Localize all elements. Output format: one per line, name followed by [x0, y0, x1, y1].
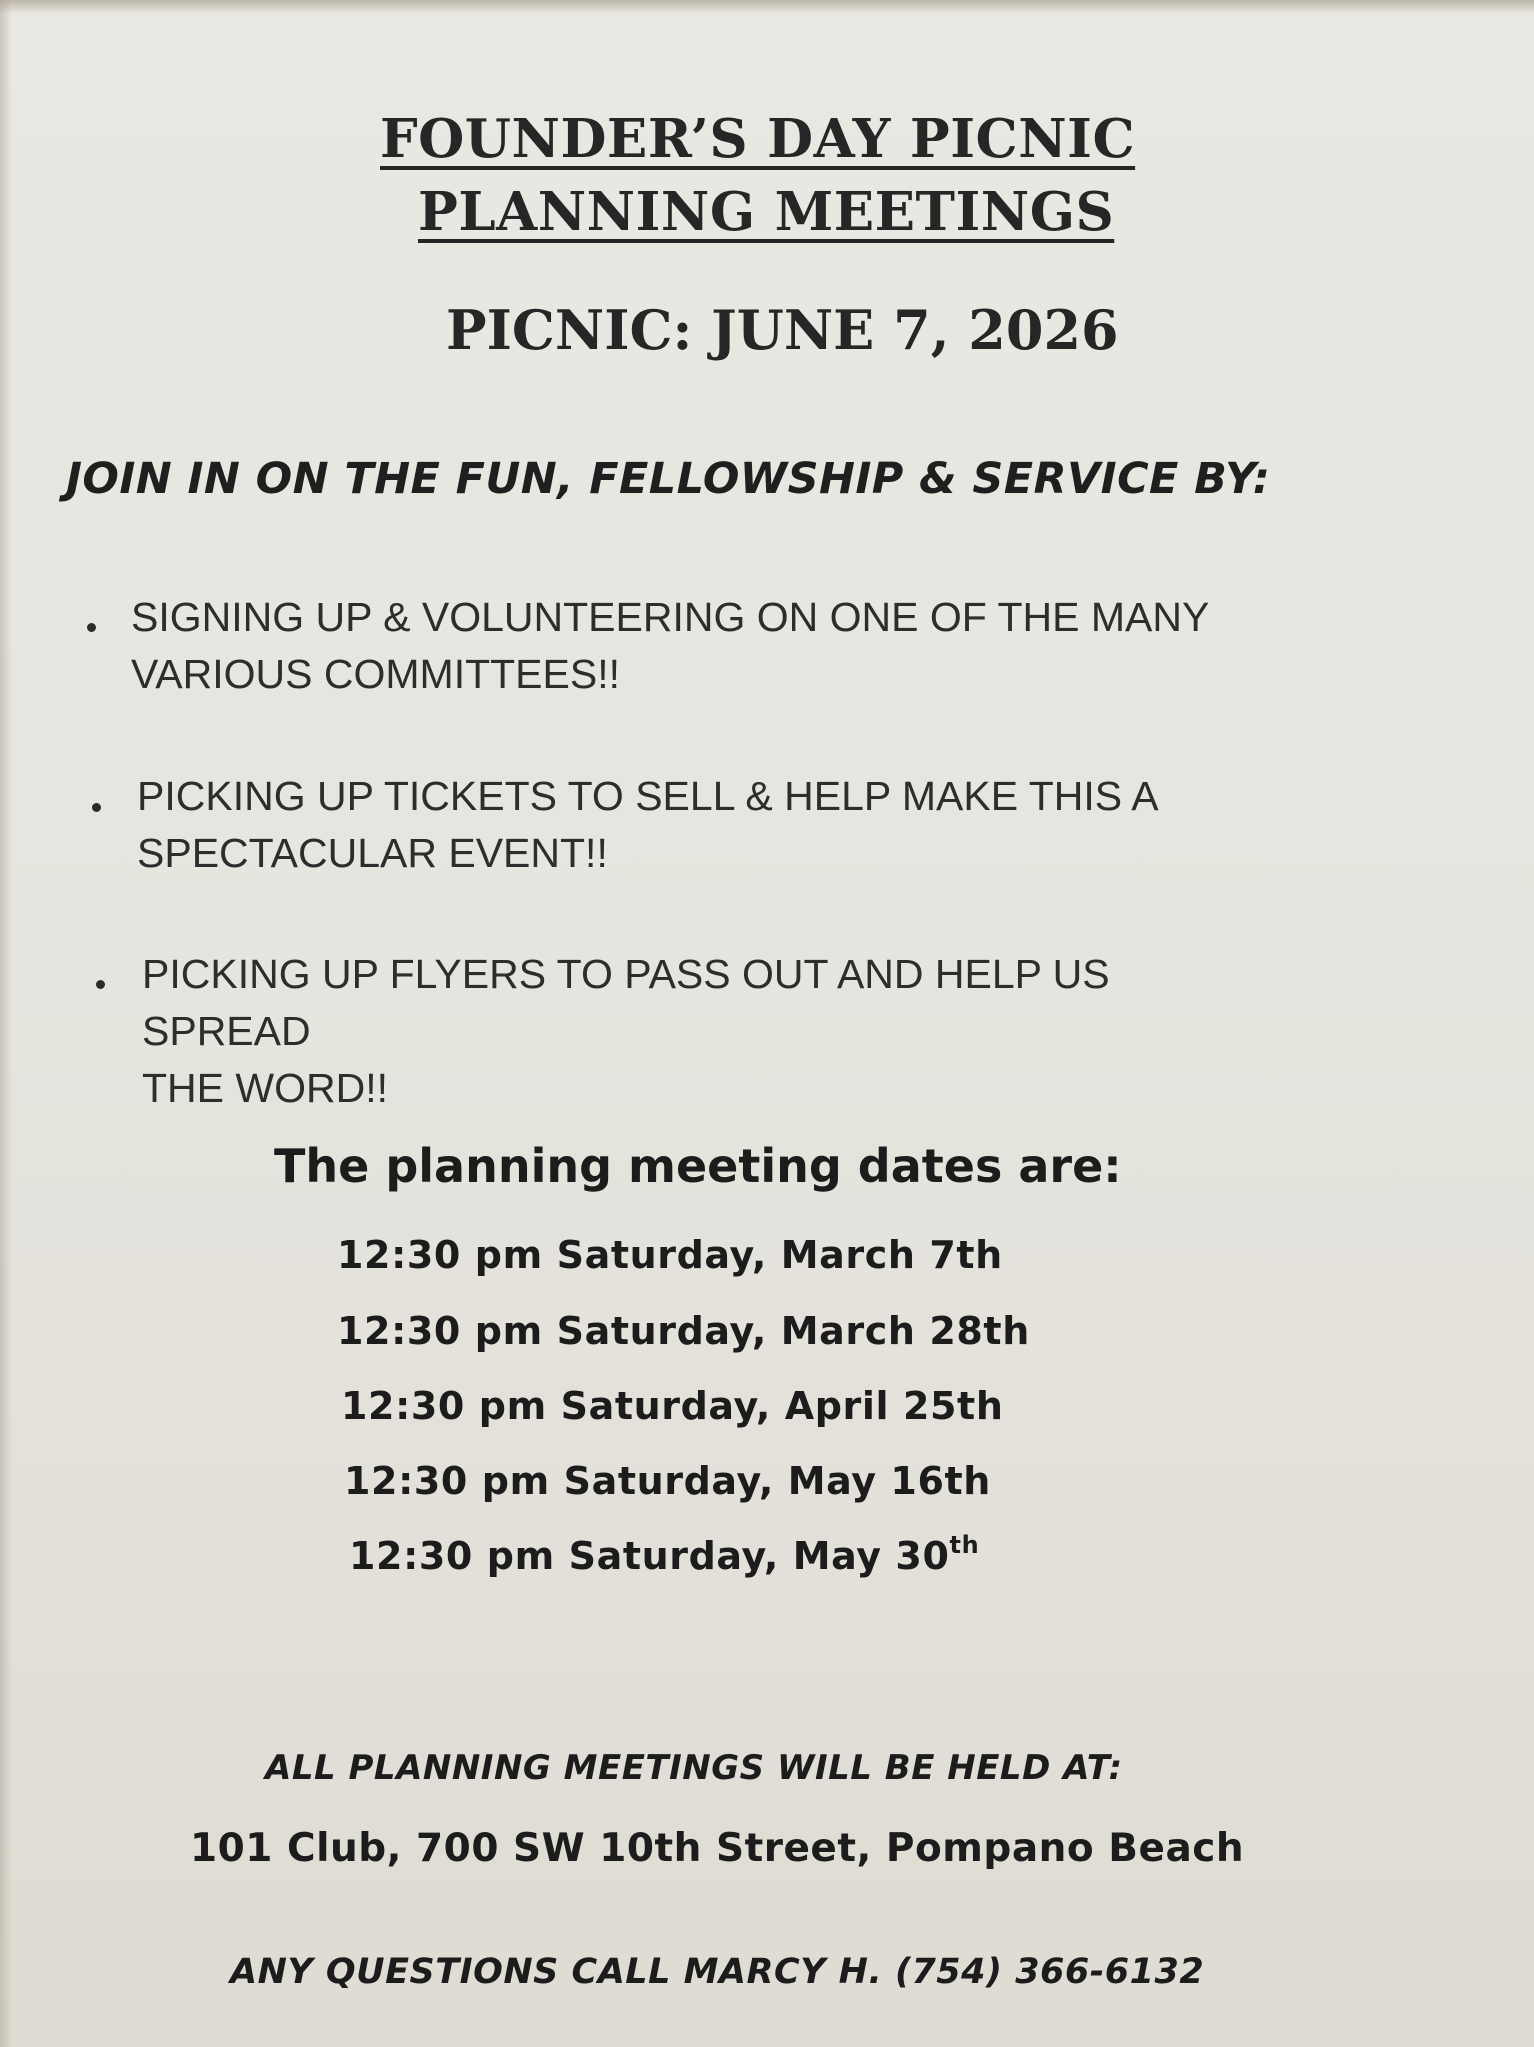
meeting-date [344, 1459, 991, 1503]
meeting-date-text: 12:30 pm Saturday, March 7th [337, 1233, 1003, 1277]
title-line-2: PLANNING MEETINGS [418, 181, 1115, 243]
bullet-text [142, 946, 1262, 1117]
bullet-line: VARIOUS COMMITTEES!! [131, 651, 620, 697]
meeting-date [341, 1384, 1003, 1428]
bullet-line: THE WORD!! [142, 1065, 388, 1111]
meeting-date-text: 12:30 pm Saturday, May 30 [349, 1534, 950, 1578]
join-heading: JOIN IN ON THE FUN, FELLOWSHIP & SERVICE BY: [66, 454, 1271, 504]
meeting-date-text: 12:30 pm Saturday, April 25th [341, 1384, 1004, 1428]
title-line-1: FOUNDER’S DAY PICNIC [380, 108, 1136, 170]
contact-line: ANY QUESTIONS CALL MARCY H. (754) 366-6132 [230, 1952, 1205, 1992]
bullet-text [137, 768, 1257, 882]
meeting-date-text: 12:30 pm Saturday, May 16th [344, 1459, 991, 1503]
meeting-date [337, 1233, 1003, 1277]
bullet-icon [92, 803, 101, 812]
dates-heading: The planning meeting dates are: [274, 1139, 1122, 1193]
picnic-date: PICNIC: JUNE 7, 2026 [446, 298, 1119, 362]
meeting-location-label: ALL PLANNING MEETINGS WILL BE HELD AT: [265, 1748, 1123, 1788]
bullet-text [131, 589, 1251, 703]
meeting-address: 101 Club, 700 SW 10th Street, Pompano Beach [190, 1826, 1245, 1871]
meeting-date-text: 12:30 pm Saturday, March 28th [337, 1309, 1030, 1353]
bullet-line: PICKING UP TICKETS TO SELL & HELP MAKE THIS A [137, 773, 1159, 819]
bullet-line: PICKING UP FLYERS TO PASS OUT AND HELP US SPREAD [142, 951, 1110, 1054]
bullet-line: SIGNING UP & VOLUNTEERING ON ONE OF THE MANY [131, 594, 1210, 640]
paper-top-shadow [0, 0, 1534, 14]
bullet-icon [87, 623, 96, 632]
meeting-date [337, 1309, 1030, 1353]
bullet-line: SPECTACULAR EVENT!! [137, 830, 608, 876]
meeting-date-suffix: th [949, 1531, 980, 1559]
paper-left-shadow [0, 0, 12, 2047]
bullet-icon [96, 980, 105, 989]
meeting-date [349, 1531, 980, 1578]
